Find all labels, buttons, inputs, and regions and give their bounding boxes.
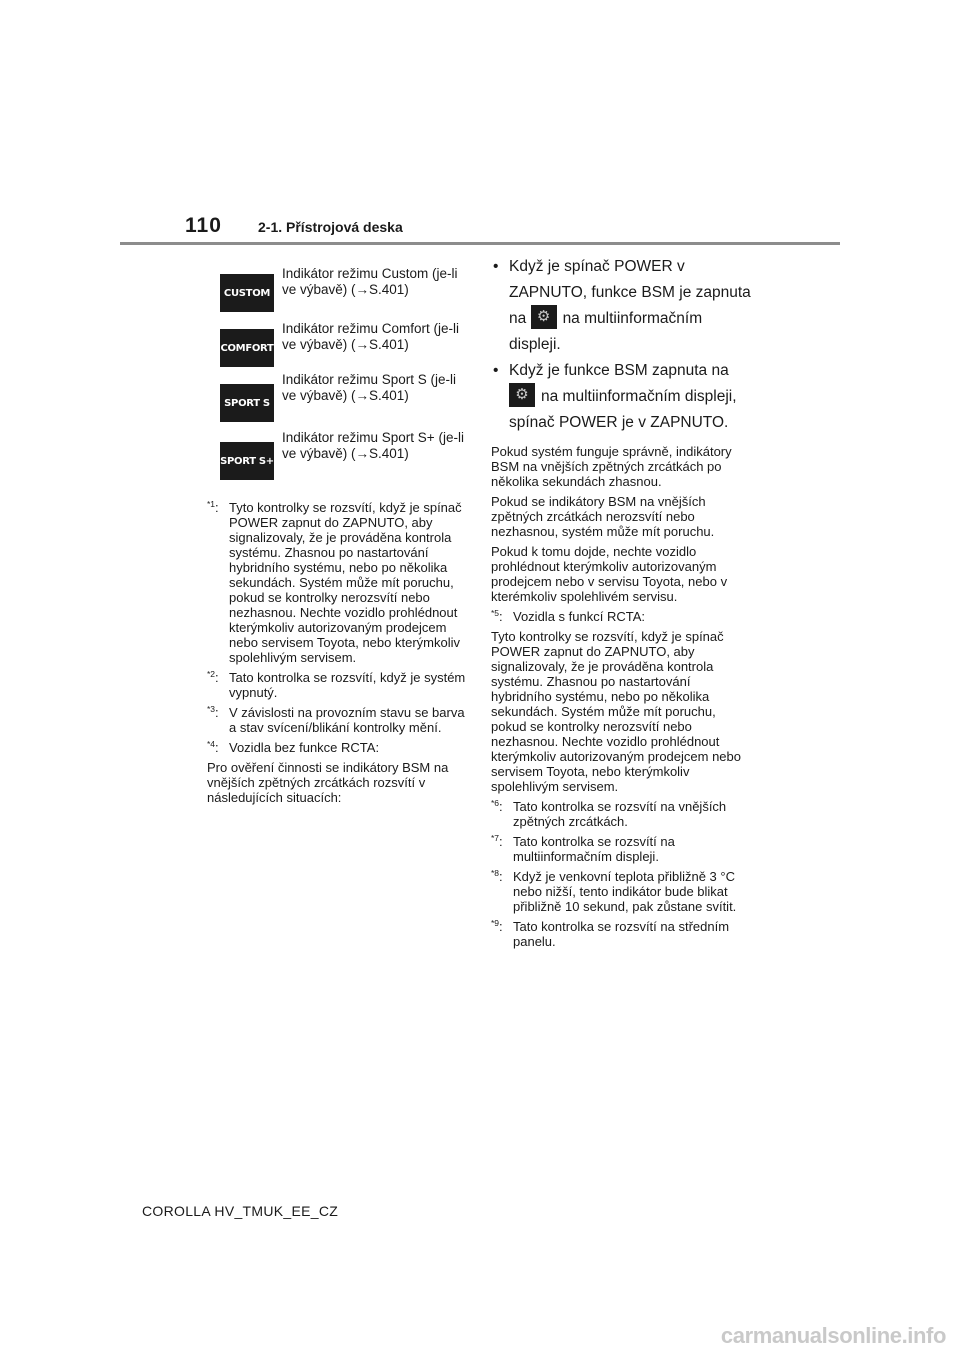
footnote-text: Tato kontrolka se rozsvítí na středním panelu. — [513, 919, 730, 949]
footnote-mark: $^{*4}$: — [207, 739, 219, 755]
page-number: 110 — [185, 214, 222, 237]
footnote-mark: $^{*1}$: — [207, 499, 219, 515]
header-rule — [120, 242, 840, 245]
paragraph: Pokud systém funguje správně, indikátory BSM na vnějších zpětných zrcátkách po několika sekundách zhasnou. — [491, 444, 732, 489]
indicator-row-sport-s — [207, 371, 469, 430]
gear-icon: ⚙ — [509, 383, 535, 407]
footnote-8 — [491, 869, 753, 914]
bullet-dot: • — [493, 362, 499, 379]
footer-model-code: COROLLA HV_TMUK_EE_CZ — [142, 1203, 339, 1219]
bullet-text: Když je spínač POWER v ZAPNUTO, funkce BSM je zapnuta na — [509, 258, 751, 327]
rcta-paragraph: Tyto kontrolky se rozsvítí, když je spínač POWER zapnut do ZAPNUTO, aby signalizovaly, že je prováděna kontrola systému. Zhasnou po nastartování hybridního systému, nebo po několika sekundách. Systém může mít poruchu, pokud se kontrolky nerozsvítí nebo nezhasnou. Nechte vozidlo prohlédnout kterýmkoliv autorizovaným prodejcem nebo servisem Toyota, nebo kterýmkoliv spolehlivým servisem. — [491, 629, 741, 794]
footnote-mark: $^{*7}$: — [491, 833, 503, 849]
footnote-text: Vozidla s funkcí RCTA: — [513, 609, 645, 624]
footnote-2 — [207, 670, 469, 700]
indicator-row-custom — [207, 262, 469, 317]
indicator-text: Indikátor režimu Sport S (je-li ve výbavě) (→S.401) — [282, 372, 457, 403]
bullet-text: na multiinformačním displeji, spínač POWER je v ZAPNUTO. — [509, 388, 737, 431]
bullet-dot: • — [493, 258, 499, 275]
footnote-mark: $^{*8}$: — [491, 868, 503, 884]
paragraph: Pokud se indikátory BSM na vnějších zpětných zrcátkách nerozsvítí nebo nezhasnou, systém může mít poruchu. — [491, 494, 715, 539]
left-column — [207, 262, 469, 810]
footnote-text: Vozidla bez funkce RCTA: — [229, 740, 380, 755]
footnote-text: Tato kontrolka se rozsvítí, když je systém vypnutý. — [229, 670, 466, 700]
indicator-row-comfort — [207, 317, 469, 371]
footnote-6 — [491, 799, 753, 829]
bsm-check-paragraph: Pro ověření činnosti se indikátory BSM na vnějších zpětných zrcátkách rozsvítí v následujících situacích: — [207, 760, 449, 805]
footnote-1 — [207, 500, 469, 665]
indicator-text: Indikátor režimu Custom (je-li ve výbavě) (→S.401) — [282, 266, 458, 297]
gear-icon: ⚙ — [531, 305, 557, 329]
bullet-item — [491, 358, 753, 436]
footnote-mark: $^{*5}$: — [491, 608, 503, 624]
footnote-mark: $^{*3}$: — [207, 704, 219, 720]
footnote-9 — [491, 919, 753, 949]
footnote-mark: $^{*9}$: — [491, 918, 503, 934]
footnote-3 — [207, 705, 469, 735]
footnote-4 — [207, 740, 469, 755]
footnote-mark: $^{*6}$: — [491, 798, 503, 814]
bullet-text: na multiinformačním displeji. — [509, 310, 703, 353]
paragraph: Pokud k tomu dojde, nechte vozidlo prohlédnout kterýmkoliv autorizovaným prodejcem nebo v servisu Toyota, nebo v kterémkoliv spolehlivém servisu. — [491, 544, 728, 604]
bullet-item — [491, 254, 753, 358]
indicator-row-sport-s-plus — [207, 430, 469, 490]
sport-s-mode-icon: SPORT S — [220, 384, 274, 422]
bullet-text: Když je funkce BSM zapnuta na — [509, 362, 729, 379]
sport-s-plus-mode-icon: SPORT S+ — [220, 442, 274, 480]
footnote-text: Tyto kontrolky se rozsvítí, když je spínač POWER zapnut do ZAPNUTO, aby signalizovaly, že je prováděna kontrola systému. Zhasnou po nastartování hybridního systému, nebo po několika sekundách. Systém může mít poruchu, pokud se kontrolky nerozsvítí nebo nezhasnou. Nechte vozidlo prohlédnout kterýmkoliv autorizovaným prodejcem nebo servisem Toyota, nebo kterýmkoliv spolehlivým servisem. — [229, 500, 462, 665]
footnote-text: V závislosti na provozním stavu se barva a stav svícení/blikání kontrolky mění. — [229, 705, 465, 735]
footnote-mark: $^{*2}$: — [207, 669, 219, 685]
custom-mode-icon: CUSTOM — [220, 274, 274, 312]
footnote-7 — [491, 834, 753, 864]
section-title: 2-1. Přístrojová deska — [258, 219, 403, 235]
watermark-link[interactable]: carmanualsonline.info — [720, 1323, 946, 1348]
indicator-text: Indikátor režimu Comfort (je-li ve výbavě) (→S.401) — [282, 321, 460, 352]
footnote-5 — [491, 609, 753, 624]
footnote-text: Když je venkovní teplota přibližně 3 °C nebo nižší, tento indikátor bude blikat přibližně 10 sekund, pak zůstane svítit. — [513, 869, 737, 914]
indicator-text: Indikátor režimu Sport S+ (je-li ve výbavě) (→S.401) — [282, 430, 464, 461]
footnote-text: Tato kontrolka se rozsvítí na vnějších zpětných zrcátkách. — [513, 799, 727, 829]
right-column — [491, 254, 753, 954]
footnote-text: Tato kontrolka se rozsvítí na multiinformačním displeji. — [513, 834, 675, 864]
comfort-mode-icon: COMFORT — [220, 329, 274, 367]
